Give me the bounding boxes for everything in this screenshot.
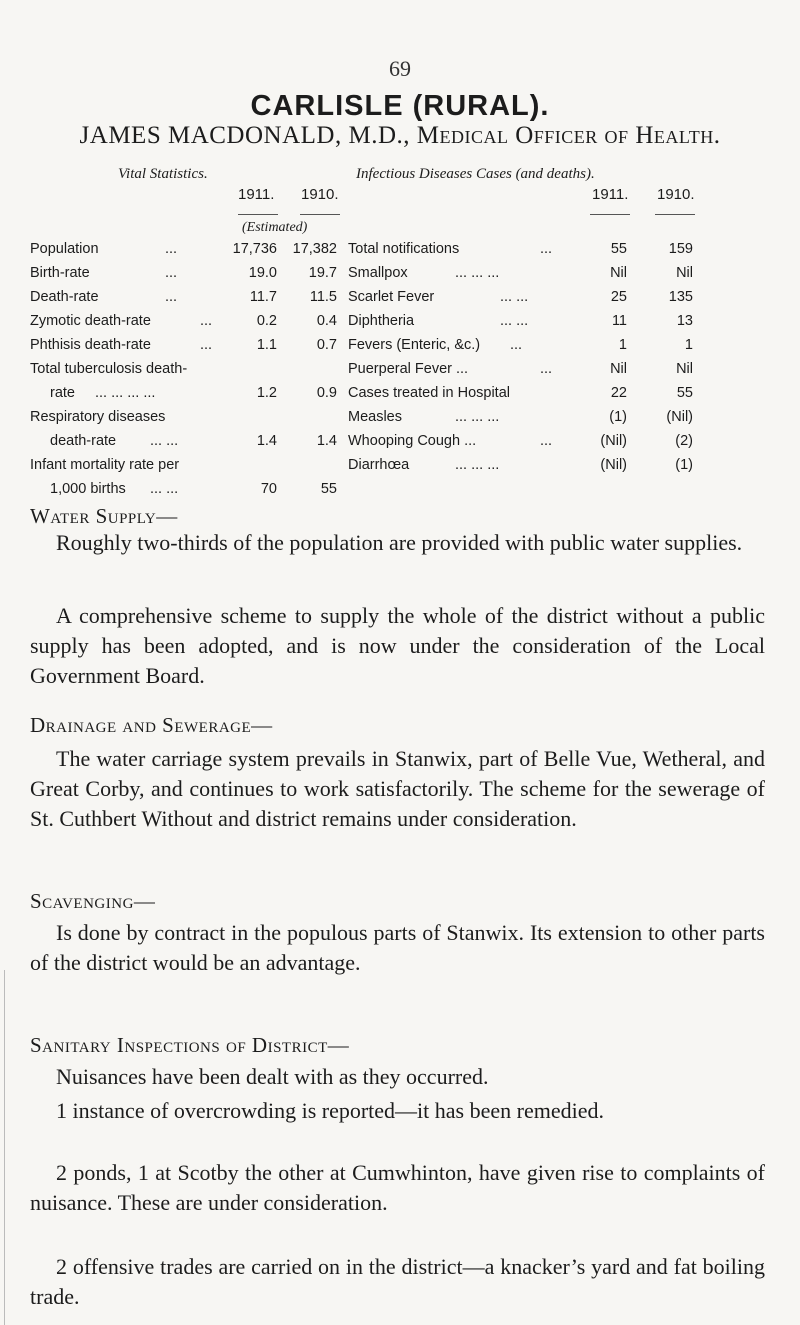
infectious-dots: ... — [540, 241, 553, 257]
sanitary-paragraph: 1 instance of overcrowding is reported—it has been remedied. — [56, 1098, 604, 1123]
page-number: 69 — [389, 56, 411, 81]
vital-value-1910: 0.4 — [316, 313, 337, 329]
infectious-label: Cases treated in Hospital — [348, 385, 510, 401]
infectious-value-1910: 159 — [668, 241, 693, 257]
infectious-value-1910: 55 — [676, 385, 693, 401]
infectious-value-1911: 11 — [611, 313, 627, 329]
vital-dots: ... — [165, 265, 178, 281]
scan-margin-line — [4, 970, 5, 1325]
vital-label: Total tuberculosis death- — [30, 361, 188, 377]
infectious-value-1911: Nil — [610, 265, 627, 281]
vital-value-1910: 55 — [320, 481, 337, 497]
infectious-value-1911: 25 — [610, 289, 627, 305]
vital-label: Population — [30, 241, 99, 257]
infectious-value-1910: 135 — [668, 289, 693, 305]
vital-dots: ... ... — [150, 481, 179, 497]
infectious-dots: ... — [510, 337, 523, 353]
vital-label: Death-rate — [30, 289, 99, 305]
infectious-value-1911: 22 — [610, 385, 627, 401]
infectious-label: Whooping Cough ... — [348, 433, 477, 449]
infectious-value-1910: 1 — [684, 337, 693, 353]
vital-value-1911: 70 — [260, 481, 277, 497]
scavenging-paragraph: Is done by contract in the populous parts of Stanwix. Its extension to other parts of the district would be an advantage. — [30, 920, 765, 975]
infectious-label: Total notifications — [348, 241, 460, 257]
infectious-label: Fevers (Enteric, &c.) — [348, 337, 481, 353]
vital-value-1911: 1.2 — [256, 385, 277, 401]
vital-value-1910: 19.7 — [308, 265, 337, 281]
infectious-dots: ... — [540, 361, 553, 377]
vital-dots: ... — [165, 289, 178, 305]
vital-dots: ... — [165, 241, 178, 257]
sanitary-paragraph: 2 offensive trades are carried on in the district—a knacker’s yard and fat boiling trade. — [30, 1254, 765, 1309]
infectious-value-1911: 1 — [618, 337, 627, 353]
vital-label: Zymotic death-rate — [30, 313, 151, 329]
infectious-value-1910: (2) — [675, 433, 693, 449]
vital-value-1910: 0.9 — [316, 385, 337, 401]
vital-value-1910: 11.5 — [309, 289, 337, 305]
vital-label: Infant mortality rate per — [30, 457, 180, 473]
vital-value-1910: 1.4 — [316, 433, 337, 449]
vital-dots: ... — [200, 337, 213, 353]
infectious-label: Diarrhœa — [348, 457, 410, 473]
vital-rule-1911 — [238, 214, 278, 215]
vital-label: Birth-rate — [30, 265, 90, 281]
infectious-label: Measles — [348, 409, 402, 425]
vital-year-1910: 1910. — [301, 186, 339, 203]
infectious-value-1910: Nil — [676, 265, 693, 281]
infectious-value-1911: (Nil) — [600, 457, 627, 473]
infectious-dots: ... ... — [500, 289, 529, 305]
vital-dots: ... ... ... ... — [95, 385, 156, 401]
sanitary-inspections-heading: Sanitary Inspections of District— — [30, 1033, 350, 1057]
infectious-dots: ... ... ... — [455, 457, 500, 473]
vital-rule-1910 — [300, 214, 340, 215]
infectious-dots: ... ... — [500, 313, 529, 329]
infectious-year-1910: 1910. — [657, 186, 695, 203]
vital-value-1911: 11.7 — [249, 289, 277, 305]
infectious-label: Puerperal Fever ... — [348, 361, 469, 377]
infectious-label: Scarlet Fever — [348, 289, 435, 305]
drainage-paragraph: The water carriage system prevails in Stanwix, part of Belle Vue, Wetheral, and Great Corby, and continues to work satisfactorily. The scheme for the sewerage of St. Cuthbert Without and district remains under consideration. — [30, 746, 765, 831]
vital-dots: ... — [200, 313, 213, 329]
infectious-label: Diphtheria — [348, 313, 415, 329]
drainage-heading: Drainage and Sewerage— — [30, 713, 273, 737]
vital-statistics-title: Vital Statistics. — [118, 166, 208, 182]
vital-value-1911: 19.0 — [248, 265, 277, 281]
vital-label: Respiratory diseases — [30, 409, 166, 425]
infectious-dots: ... — [540, 433, 553, 449]
officer-line — [0, 122, 800, 150]
infectious-rule-1910 — [655, 214, 695, 215]
infectious-value-1910: (1) — [675, 457, 693, 473]
vital-value-1911: 1.1 — [256, 337, 277, 353]
infectious-value-1911: 55 — [610, 241, 627, 257]
infectious-value-1911: (1) — [609, 409, 627, 425]
officer-name: JAMES MACDONALD, M.D., — [79, 122, 411, 149]
vital-label-continued: death-rate — [50, 433, 117, 449]
water-supply-heading: Water Supply— — [30, 504, 178, 528]
vital-label-continued: 1,000 births — [50, 481, 126, 497]
vital-value-1911: 1.4 — [256, 433, 277, 449]
infectious-value-1910: 13 — [676, 313, 693, 329]
infectious-value-1910: (Nil) — [666, 409, 693, 425]
vital-label-continued: rate — [50, 385, 75, 401]
officer-title: Medical Officer of Health. — [416, 122, 721, 149]
estimated-note: (Estimated) — [242, 220, 308, 235]
infectious-diseases-title: Infectious Diseases Cases (and deaths). — [356, 166, 595, 182]
vital-dots: ... ... — [150, 433, 179, 449]
scavenging-heading: Scavenging— — [30, 889, 156, 913]
infectious-rule-1911 — [590, 214, 630, 215]
vital-value-1911: 0.2 — [256, 313, 277, 329]
sanitary-paragraph: 2 ponds, 1 at Scotby the other at Cumwhinton, have given rise to complaints of nuisance. These are under consideration. — [30, 1160, 765, 1215]
water-supply-paragraph: A comprehensive scheme to supply the whole of the district without a public supply has been adopted, and is now under the consideration of the Local Government Board. — [30, 603, 765, 688]
sanitary-paragraph: Nuisances have been dealt with as they occurred. — [56, 1064, 489, 1089]
infectious-dots: ... ... ... — [455, 265, 500, 281]
vital-year-1911: 1911. — [238, 186, 275, 203]
infectious-value-1911: (Nil) — [600, 433, 627, 449]
district-title: CARLISLE (RURAL). — [250, 90, 550, 122]
infectious-label: Smallpox — [348, 265, 408, 281]
infectious-dots: ... ... ... — [455, 409, 500, 425]
infectious-year-1911: 1911. — [592, 186, 629, 203]
infectious-value-1910: Nil — [676, 361, 693, 377]
water-supply-paragraph: Roughly two-thirds of the population are provided with public water supplies. — [56, 530, 743, 555]
vital-value-1910: 0.7 — [316, 337, 337, 353]
vital-value-1911: 17,736 — [232, 241, 277, 257]
infectious-value-1911: Nil — [610, 361, 627, 377]
vital-value-1910: 17,382 — [292, 241, 337, 257]
vital-label: Phthisis death-rate — [30, 337, 151, 353]
